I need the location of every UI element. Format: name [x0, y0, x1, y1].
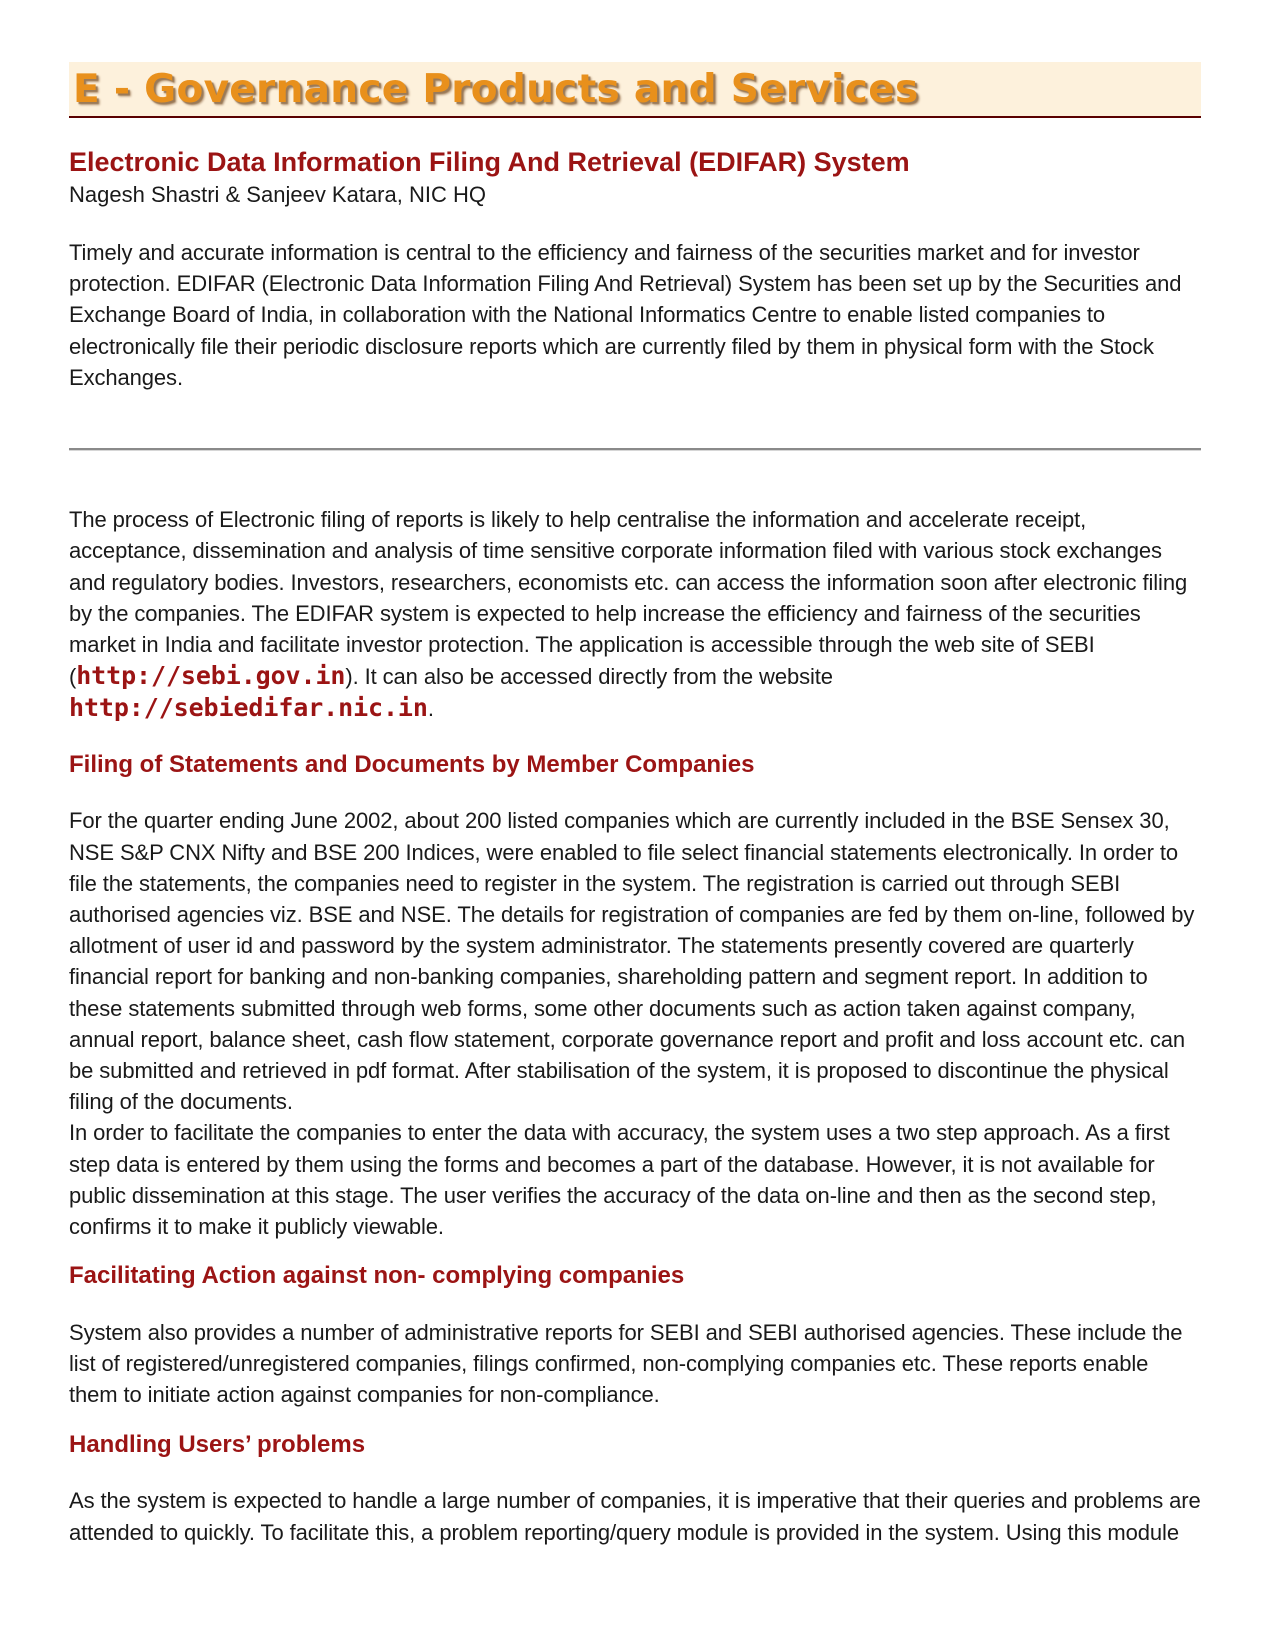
article-title: Electronic Data Information Filing And Retrieval (EDIFAR) System: [69, 147, 910, 177]
action-paragraph: System also provides a number of administrative reports for SEBI and SEBI authorised agencies. These include the list of registered/unregistered companies, filings confirmed, non-complying companies etc. These reports enable them to initiate action against companies for non-compliance.: [69, 1319, 1183, 1408]
section-heading-filing: Filing of Statements and Documents by Member Companies: [69, 750, 755, 778]
horizontal-divider: [69, 448, 1201, 451]
intro-paragraph: Timely and accurate information is central to the efficiency and fairness of the securities market and for investor protection. EDIFAR (Electronic Data Information Filing And Retrieval) System has been set up by the Securities and Exchange Board of India, in collaboration with the National Informatics Centre to enable listed companies to electronically file their periodic disclosure reports which are currently filed by them in physical form with the Stock Exchanges.: [69, 240, 1182, 390]
banner-title: E - Governance Products and Services: [73, 66, 919, 112]
process-text-3: .: [427, 696, 434, 722]
process-paragraph: [69, 504, 1201, 724]
section-heading-action: Facilitating Action against non- complying companies: [69, 1262, 685, 1290]
filing-paragraph-2: In order to facilitate the companies to enter the data with accuracy, the system uses a two step approach. As a first step data is entered by them using the forms and becomes a part of the database. However, it is not available for public dissemination at this stage. The user verifies the accuracy of the data on-line and then as the second step, confirms it to make it publicly viewable.: [69, 1120, 1170, 1239]
section-heading-users: Handling Users’ problems: [69, 1430, 366, 1458]
header-banner: [69, 62, 1201, 118]
sebi-website-link[interactable]: http://sebi.gov.in: [76, 661, 346, 691]
article-authors: Nagesh Shastri & Sanjeev Katara, NIC HQ: [69, 182, 486, 208]
edifar-website-link[interactable]: http://sebiedifar.nic.in: [69, 693, 428, 723]
process-text-2: ). It can also be accessed directly from the website: [345, 664, 833, 690]
filing-paragraph-1: For the quarter ending June 2002, about 200 listed companies which are currently included in the BSE Sensex 30, NSE S&P CNX Nifty and BSE 200 Indices, were enabled to file select financial statements electronically. In order to file the statements, the companies need to register in the system. The registration is carried out through SEBI authorised agencies viz. BSE and NSE. The details for registration of companies are fed by them on-line, followed by allotment of user id and password by the system administrator. The statements presently covered are quarterly financial report for banking and non-banking companies, shareholding pattern and segment report. In addition to these statements submitted through web forms, some other documents such as action taken against company, annual report, balance sheet, cash flow statement, corporate governance report and profit and loss account etc. can be submitted and retrieved in pdf format. After stabilisation of the system, it is proposed to discontinue the physical filing of the documents.: [69, 808, 1195, 1115]
users-paragraph: As the system is expected to handle a large number of companies, it is imperative that their queries and problems are attended to quickly. To facilitate this, a problem reporting/query module is provided in the system. Using this module: [69, 1488, 1201, 1545]
process-text-1: The process of Electronic filing of reports is likely to help centralise the information and accelerate receipt, acceptance, dissemination and analysis of time sensitive corporate information filed with various stock exchanges and regulatory bodies. Investors, researchers, economists etc. can access the information soon after electronic filing by the companies. The EDIFAR system is expected to help increase the efficiency and fairness of the securities market in India and facilitate investor protection. The application is accessible through the web site of SEBI (: [69, 507, 1188, 690]
document-page: [69, 62, 1201, 1548]
